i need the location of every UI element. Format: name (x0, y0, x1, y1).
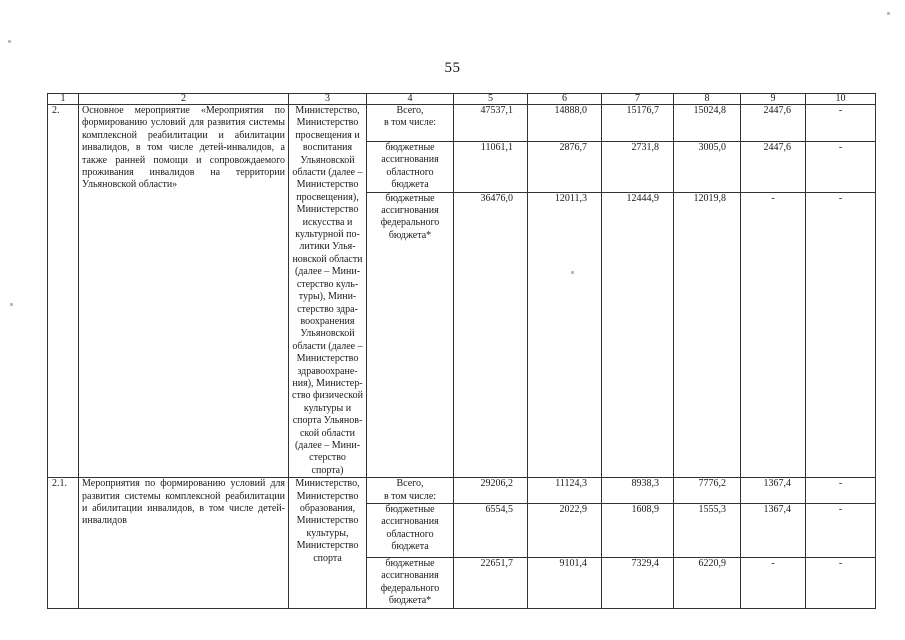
executor-line: Ульяновской (300, 154, 355, 166)
funding-source-line: ассигнования (381, 516, 439, 528)
funding-source (367, 192, 454, 478)
event-name: Мероприятия по формированию условий для развития системы комплексной реабилитации и абилитации инвалидов, в том числе детей-инвалидов (79, 478, 289, 608)
funding-source-line: федерального (380, 217, 440, 229)
funding-source-line: в том числе: (383, 490, 437, 502)
funding-source-line: бюджета (391, 541, 429, 553)
executor-line: ской области (299, 427, 356, 439)
table-row (48, 478, 876, 504)
executor-line: воохранения (300, 315, 355, 327)
executor-line: области (далее – (292, 167, 363, 179)
executor-line: Министерство (296, 179, 359, 191)
value-cell: - (806, 192, 876, 478)
executor-line: искусства и (302, 216, 353, 228)
value-cell: 2447,6 (741, 142, 806, 193)
value-cell: 36476,0 (454, 192, 528, 478)
executor-line: ство физической (292, 390, 363, 402)
value-cell: - (806, 105, 876, 142)
funding-source-line: Всего, (396, 105, 424, 116)
executor (289, 478, 367, 608)
funding-source-line: бюджетные (385, 558, 435, 569)
header-cell: 3 (289, 94, 367, 105)
funding-source-line: Всего, (396, 478, 424, 490)
value-cell: - (806, 142, 876, 193)
value-cell: - (806, 478, 876, 504)
executor-line: образования, (299, 503, 356, 514)
executor-line: просвещения), (296, 191, 359, 203)
funding-source (367, 504, 454, 558)
executor-line: Министерство (296, 117, 359, 129)
value-cell: 47537,1 (454, 105, 528, 142)
executor-line: ния), Министер- (292, 377, 363, 389)
executor-line: воспитания (302, 142, 353, 154)
executor-line: Министерство (296, 540, 359, 552)
value-cell: 8938,3 (602, 478, 674, 504)
funding-source (367, 142, 454, 193)
executor-line: Министерство (296, 353, 359, 365)
row-number: 2. (48, 105, 79, 478)
table-row (48, 105, 876, 142)
executor-line: области (далее – (292, 340, 363, 352)
value-cell: 2447,6 (741, 105, 806, 142)
value-cell: - (806, 558, 876, 609)
header-cell: 5 (454, 94, 528, 105)
value-cell: 1608,9 (602, 504, 674, 558)
funding-source (367, 105, 454, 142)
header-cell: 2 (79, 94, 289, 105)
value-cell: 3005,0 (674, 142, 741, 193)
funding-source-line: бюджетные (385, 192, 435, 204)
value-cell: 1367,4 (741, 504, 806, 558)
funding-source-line: федерального (380, 582, 440, 594)
executor-line: стерство здра- (297, 303, 358, 315)
header-cell: 4 (367, 94, 454, 105)
executor-line: просвещения и (295, 129, 360, 141)
executor-line: культуры и (303, 402, 352, 414)
value-cell: 12019,8 (674, 192, 741, 478)
header-cell: 6 (528, 94, 602, 105)
executor-line: стерство куль- (296, 278, 359, 290)
executor-line: спорта (313, 552, 342, 564)
funding-source-line: ассигнования (381, 154, 439, 166)
funding-source-line: ассигнования (381, 570, 439, 582)
funding-source-line: бюджета (391, 179, 429, 191)
scan-mark (571, 271, 574, 274)
value-cell: - (741, 192, 806, 478)
header-cell: 1 (48, 94, 79, 105)
executor-line: (далее – Мини- (294, 266, 361, 278)
value-cell: 7776,2 (674, 478, 741, 504)
executor-line: Министерство (296, 204, 359, 216)
header-row (48, 94, 876, 105)
funding-source (367, 478, 454, 504)
executor (289, 105, 367, 478)
executor-line: культуры, (306, 527, 349, 539)
funding-source-line: областного (386, 528, 434, 540)
header-cell: 9 (741, 94, 806, 105)
funding-source-line: бюджетные (385, 142, 435, 153)
executor-line: литики Улья- (299, 241, 356, 253)
value-cell: 14888,0 (528, 105, 602, 142)
value-cell: 12444,9 (602, 192, 674, 478)
funding-source-line: бюджета* (388, 229, 432, 241)
executor-line: здравоохране- (297, 365, 358, 377)
executor-line: (далее – Мини- (294, 439, 361, 451)
executor-line: стерство спорта) (309, 452, 346, 476)
value-cell: 15024,8 (674, 105, 741, 142)
funding-source-line: в том числе: (383, 117, 437, 129)
value-cell: 2876,7 (528, 142, 602, 193)
value-cell: 1367,4 (741, 478, 806, 504)
executor-line: Министерство, (295, 478, 360, 490)
funding-source-line: ассигнования (381, 205, 439, 217)
event-name: Основное мероприятие «Мероприятия по формированию условий для развития системы комплексной реабилитации и абилитации инвалидов, в том числе детей-инвалидов, а также ранней помощи и сопровождаемого проживания инвалидов на территории Ульяновской области» (79, 105, 289, 478)
value-cell: 2022,9 (528, 504, 602, 558)
executor-line: Министерство (296, 515, 359, 527)
value-cell: 2731,8 (602, 142, 674, 193)
header-cell: 8 (674, 94, 741, 105)
header-cell: 10 (806, 94, 876, 105)
budget-table (47, 93, 876, 609)
executor-line: культурной по- (295, 229, 360, 241)
value-cell: 6220,9 (674, 558, 741, 609)
value-cell: 7329,4 (602, 558, 674, 609)
value-cell: 1555,3 (674, 504, 741, 558)
value-cell: 29206,2 (454, 478, 528, 504)
value-cell: 11124,3 (528, 478, 602, 504)
page-number: 55 (444, 60, 461, 76)
funding-source-line: областного (386, 166, 434, 178)
executor-line: Ульяновской (300, 328, 355, 340)
executor-line: Министерство (296, 490, 359, 502)
value-cell: 12011,3 (528, 192, 602, 478)
scan-mark (8, 40, 11, 43)
executor-line: новской области (292, 253, 363, 265)
row-number: 2.1. (48, 478, 79, 608)
executor-line: спорта Ульянов- (292, 415, 363, 427)
scan-mark (10, 303, 13, 306)
executor-line: Министерство, (295, 105, 360, 116)
executor-line: туры), Мини- (298, 291, 357, 303)
value-cell: - (741, 558, 806, 609)
value-cell: - (806, 504, 876, 558)
funding-source-line: бюджетные (385, 504, 435, 515)
value-cell: 22651,7 (454, 558, 528, 609)
value-cell: 6554,5 (454, 504, 528, 558)
scan-mark (887, 12, 890, 15)
value-cell: 15176,7 (602, 105, 674, 142)
header-cell: 7 (602, 94, 674, 105)
funding-source-line: бюджета* (388, 595, 432, 607)
value-cell: 11061,1 (454, 142, 528, 193)
funding-source (367, 558, 454, 609)
value-cell: 9101,4 (528, 558, 602, 609)
